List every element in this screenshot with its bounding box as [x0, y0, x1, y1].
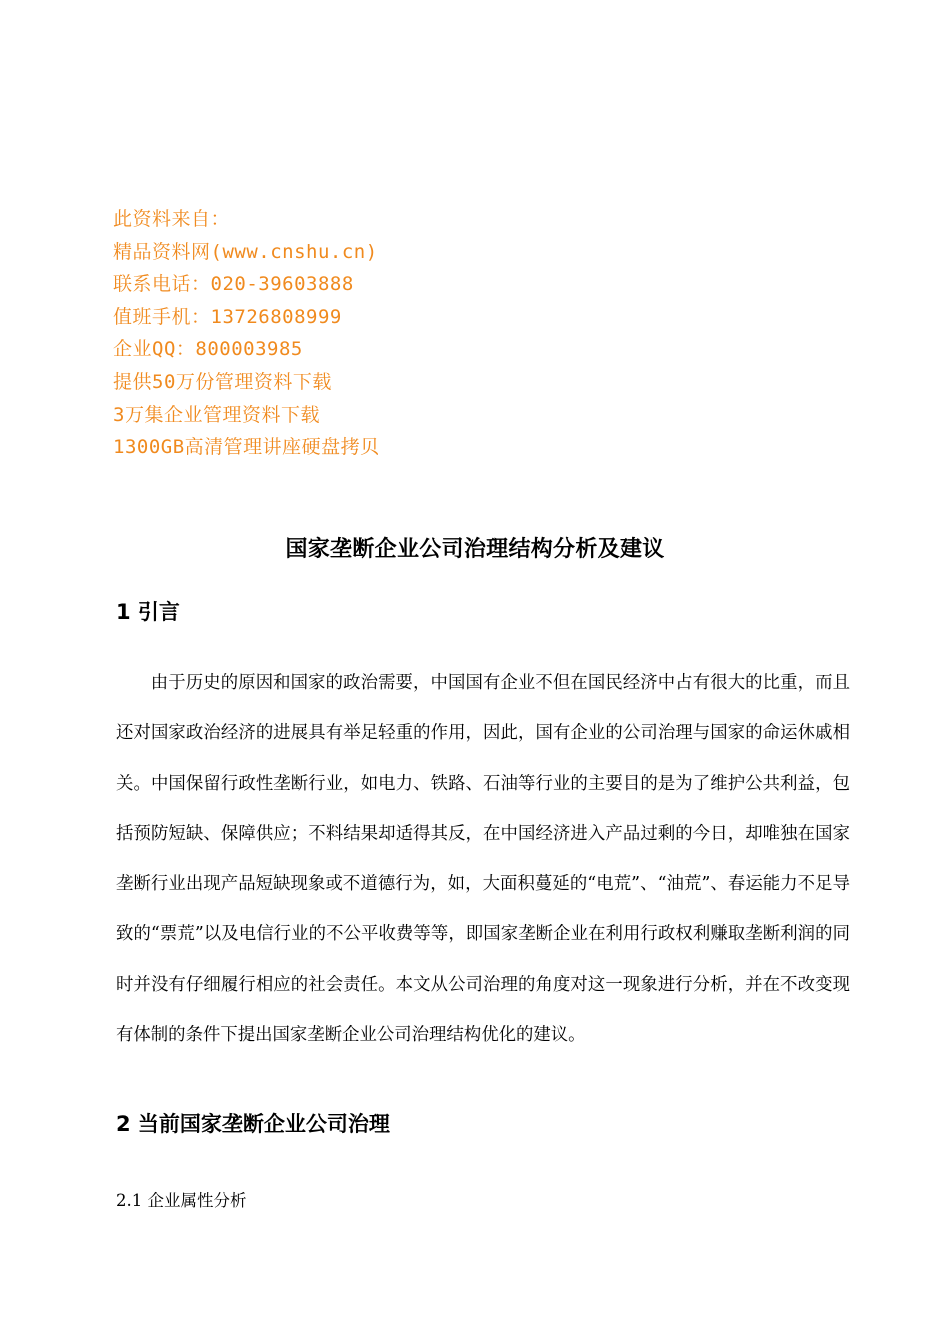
subsection-heading: 2.1 企业属性分析: [116, 1191, 247, 1210]
section-heading-governance: 2 当前国家垄断企业公司治理: [116, 1112, 390, 1136]
source-line-phone: 联系电话：020-39603888: [113, 273, 354, 296]
source-line: 提供50万份管理资料下载: [113, 370, 332, 393]
source-line: 3万集企业管理资料下载: [113, 403, 320, 426]
source-line-qq: 企业QQ：800003985: [113, 338, 303, 361]
document-title: 国家垄断企业公司治理结构分析及建议: [285, 536, 665, 562]
source-line-website: 精品资料网(www.cnshu.cn): [113, 240, 378, 263]
source-line: 1300GB高清管理讲座硬盘拷贝: [113, 436, 380, 459]
source-line-mobile: 值班手机：13726808999: [113, 305, 342, 328]
source-info-block: [113, 203, 380, 464]
section-heading-introduction: 1 引言: [116, 600, 180, 624]
source-line: 此资料来自：: [113, 208, 231, 230]
introduction-paragraph: 由于历史的原因和国家的政治需要，中国国有企业不但在国民经济中占有很大的比重，而且还对国家政治经济的进展具有举足轻重的作用，因此，国有企业的公司治理与国家的命运休戚相关。中国保留行政性垄断行业，如电力、铁路、石油等行业的主要目的是为了维护公共利益，包括预防短缺、保障供应；不料结果却适得其反，在中国经济进入产品过剩的今日，却唯独在国家垄断行业出现产品短缺现象或不道德行为，如，大面积蔓延的“电荒”、“油荒”、春运能力不足导致的“票荒”以及电信行业的不公平收费等等，即国家垄断企业在利用行政权利赚取垄断利润的同时并没有仔细履行相应的社会责任。本文从公司治理的角度对这一现象进行分析，并在不改变现有体制的条件下提出国家垄断企业公司治理结构优化的建议。: [116, 673, 850, 1046]
